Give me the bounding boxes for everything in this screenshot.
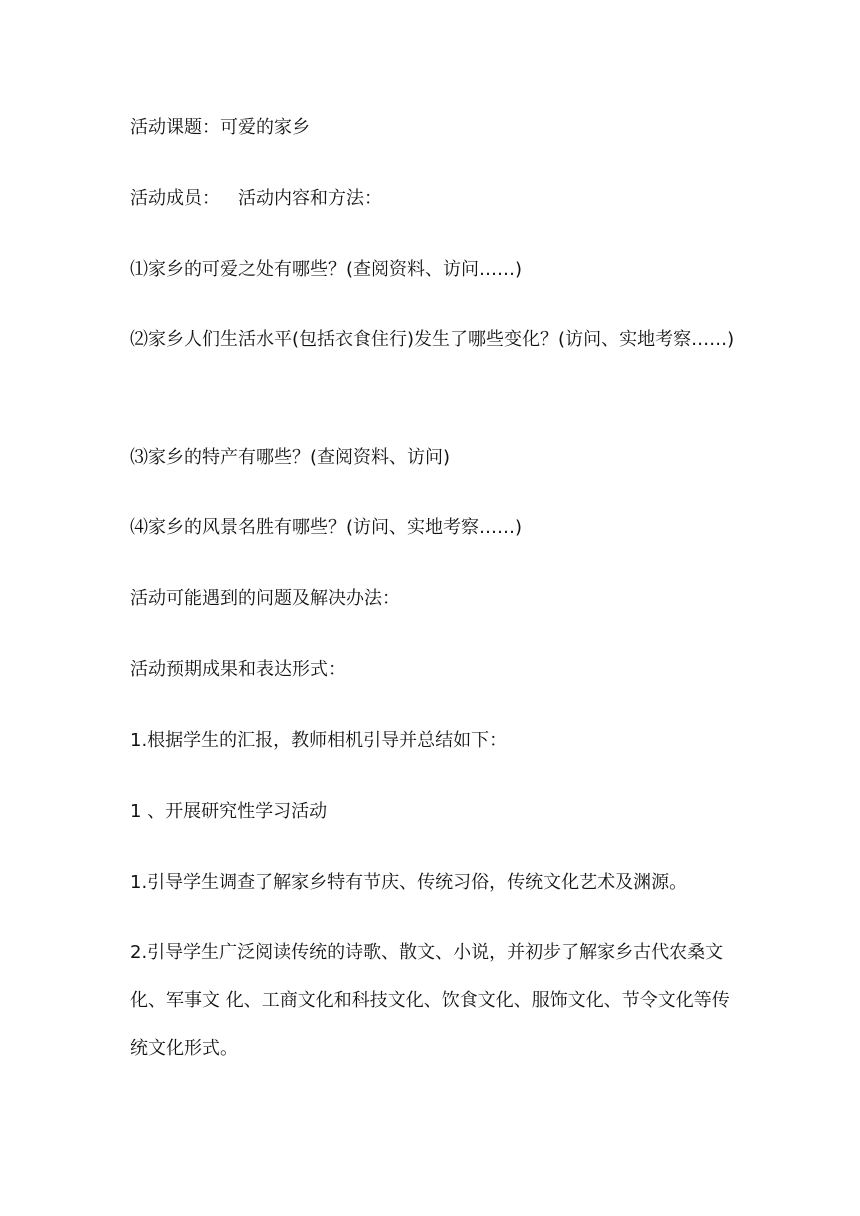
activity-members-text: 活动成员： bbox=[130, 188, 220, 209]
problems-heading-text: 活动可能遇到的问题及解决办法： bbox=[130, 588, 400, 609]
research-item-2 bbox=[130, 929, 740, 1073]
section-heading-research bbox=[130, 800, 740, 824]
research-item-1-text: 1.引导学生调查了解家乡特有节庆、传统习俗，传统文化艺术及渊源。 bbox=[130, 872, 688, 893]
content-item-1 bbox=[130, 258, 740, 282]
content-item-3 bbox=[130, 446, 740, 470]
problems-heading bbox=[130, 587, 740, 611]
content-item-2 bbox=[130, 317, 740, 363]
activity-members-and-content bbox=[130, 187, 740, 211]
research-item-2-text: 2.引导学生广泛阅读传统的诗歌、散文、小说，并初步了解家乡古代农桑文化、军事文 化、工商文化和科技文化、饮食文化、服饰文化、节令文化等传统文化形式。 bbox=[130, 942, 730, 1059]
activity-topic-text: 活动课题：可爱的家乡 bbox=[130, 117, 310, 138]
content-item-1-text: ⑴家乡的可爱之处有哪些？(查阅资料、访问……) bbox=[130, 259, 523, 280]
section-heading-research-text: 1 、开展研究性学习活动 bbox=[130, 801, 328, 822]
activity-content-heading: 活动内容和方法： bbox=[238, 188, 382, 209]
content-item-3-text: ⑶家乡的特产有哪些？(查阅资料、访问) bbox=[130, 447, 451, 468]
activity-topic bbox=[130, 116, 740, 140]
summary-intro-text: 1.根据学生的汇报，教师相机引导并总结如下： bbox=[130, 730, 508, 751]
research-item-1 bbox=[130, 871, 740, 895]
content-item-2-text: ⑵家乡人们生活水平(包括衣食住行)发生了哪些变化？(访问、实地考察……) bbox=[130, 329, 735, 350]
expected-results-heading bbox=[130, 658, 740, 682]
expected-results-heading-text: 活动预期成果和表达形式： bbox=[130, 659, 346, 680]
summary-intro bbox=[130, 729, 740, 753]
content-item-4 bbox=[130, 516, 740, 540]
content-item-4-text: ⑷家乡的风景名胜有哪些？(访问、实地考察……) bbox=[130, 517, 523, 538]
